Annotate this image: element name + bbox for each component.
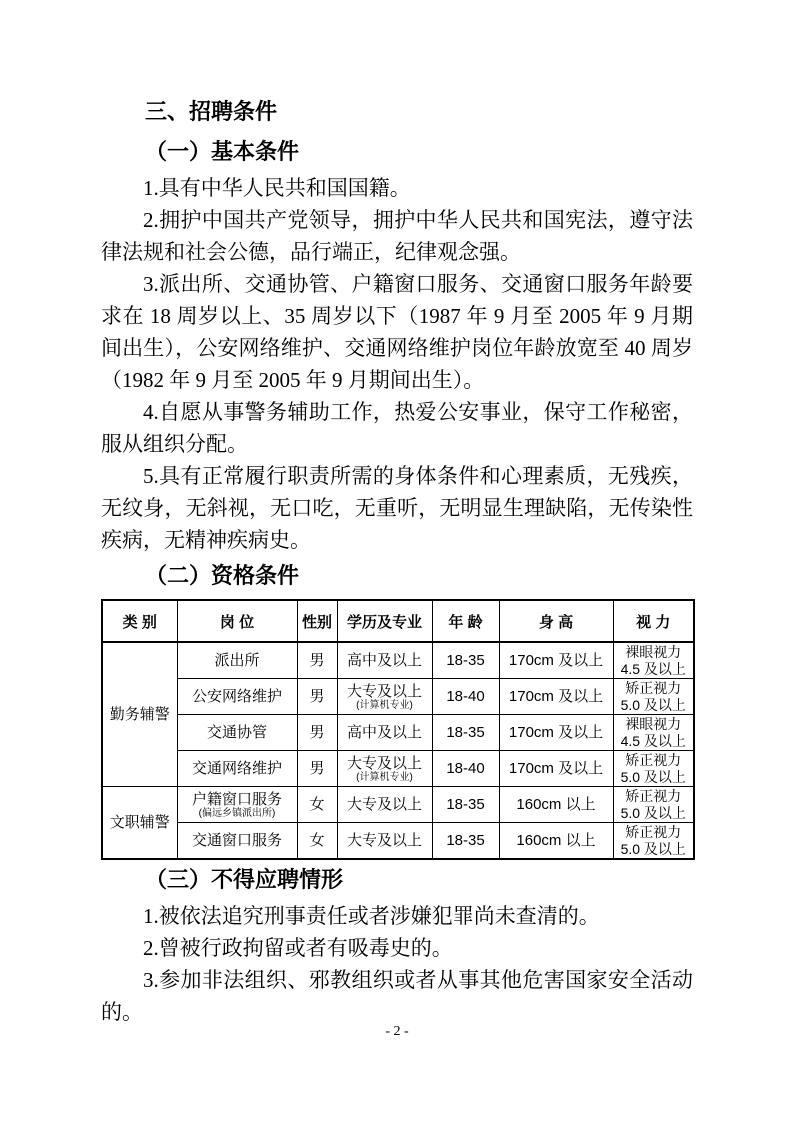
age-cell: 18-40 — [432, 679, 499, 715]
education-label: 高中及以上 — [346, 724, 422, 741]
section-title: 三、招聘条件 — [145, 99, 278, 124]
vision-line: 矫正视力 — [625, 823, 682, 840]
basic-condition-item-5: 5.具有正常履行职责所需的身体条件和心理素质，无残疾，无纹身，无斜视，无口吃，无重听，无明显生理缺陷，无传染性疾病，无精神疾病史。 — [101, 464, 693, 552]
age-cell: 18-40 — [432, 751, 499, 787]
category-cell: 文职辅警 — [102, 787, 177, 860]
table-header-cell: 年 龄 — [432, 600, 499, 642]
category-cell: 勤务辅警 — [102, 642, 177, 787]
subsection-basic-conditions-title: （一）基本条件 — [145, 139, 300, 164]
post-label: 派出所 — [214, 652, 260, 669]
height-cell: 170cm 及以上 — [499, 751, 613, 787]
table-row — [102, 787, 694, 823]
vision-line: 5.0 及以上 — [620, 840, 686, 857]
post-note: (偏远乡镇派出所) — [198, 807, 276, 819]
qualification-table-body — [102, 642, 694, 859]
table-header-cell: 性别 — [297, 600, 337, 642]
table-row — [102, 751, 694, 787]
vision-line: 5.0 及以上 — [620, 696, 686, 713]
age-cell: 18-35 — [432, 787, 499, 823]
table-header-cell: 学历及专业 — [337, 600, 432, 642]
height-cell: 160cm 以上 — [499, 787, 613, 823]
age-cell: 18-35 — [432, 642, 499, 679]
post-cell — [177, 642, 297, 679]
education-label: 大专及以上 — [346, 832, 422, 849]
vision-line: 5.0 及以上 — [620, 768, 686, 785]
vision-line: 裸眼视力 — [625, 715, 682, 732]
table-row — [102, 715, 694, 751]
gender-cell: 男 — [297, 715, 337, 751]
post-label: 交通窗口服务 — [191, 832, 282, 849]
education-cell — [337, 751, 432, 787]
education-cell — [337, 787, 432, 823]
vision-line: 矫正视力 — [625, 679, 682, 696]
vision-cell — [613, 642, 694, 679]
basic-condition-item-4: 4.自愿从事警务辅助工作，热爱公安事业，保守工作秘密，服从组织分配。 — [101, 400, 693, 456]
post-cell — [177, 751, 297, 787]
post-cell — [177, 679, 297, 715]
vision-line: 矫正视力 — [625, 787, 682, 804]
education-cell — [337, 715, 432, 751]
page-number: - 2 - — [385, 1024, 409, 1039]
qualification-table-header — [102, 600, 694, 642]
qualification-table — [101, 599, 695, 860]
post-label: 户籍窗口服务 — [191, 790, 282, 808]
disqualify-item-3: 3.参加非法组织、邪教组织或者从事其他危害国家安全活动的。 — [101, 968, 693, 1024]
post-label: 交通协管 — [206, 724, 267, 741]
vision-line: 4.5 及以上 — [620, 732, 686, 749]
table-header-cell: 岗 位 — [177, 600, 297, 642]
disqualify-item-2: 2.曾被行政拘留或者有吸毒史的。 — [143, 936, 453, 960]
basic-condition-item-1: 1.具有中华人民共和国国籍。 — [143, 176, 411, 200]
vision-cell — [613, 715, 694, 751]
table-row — [102, 642, 694, 679]
gender-cell: 男 — [297, 679, 337, 715]
post-cell — [177, 715, 297, 751]
post-label: 交通网络维护 — [191, 760, 282, 777]
education-note: (计算机专业) — [356, 699, 413, 711]
education-label: 大专及以上 — [346, 754, 422, 772]
education-cell — [337, 642, 432, 679]
age-cell: 18-35 — [432, 823, 499, 860]
table-header-cell: 身 高 — [499, 600, 613, 642]
height-cell: 170cm 及以上 — [499, 679, 613, 715]
post-label: 公安网络维护 — [191, 688, 282, 705]
height-cell: 170cm 及以上 — [499, 642, 613, 679]
post-cell — [177, 787, 297, 823]
basic-condition-item-2: 2.拥护中国共产党领导，拥护中华人民共和国宪法，遵守法律法规和社会公德，品行端正，纪律观念强。 — [101, 208, 693, 264]
vision-cell — [613, 823, 694, 860]
post-cell — [177, 823, 297, 860]
education-cell — [337, 679, 432, 715]
table-row — [102, 823, 694, 860]
education-note: (计算机专业) — [356, 771, 413, 783]
education-label: 大专及以上 — [346, 796, 422, 813]
height-cell: 160cm 以上 — [499, 823, 613, 860]
vision-cell — [613, 679, 694, 715]
document-content — [101, 92, 693, 1028]
subsection-qualification-title: （二）资格条件 — [145, 563, 300, 588]
gender-cell: 女 — [297, 787, 337, 823]
height-cell: 170cm 及以上 — [499, 715, 613, 751]
gender-cell: 女 — [297, 823, 337, 860]
vision-cell — [613, 751, 694, 787]
vision-line: 4.5 及以上 — [620, 660, 686, 677]
vision-line: 裸眼视力 — [625, 643, 682, 660]
basic-condition-item-3: 3.派出所、交通协管、户籍窗口服务、交通窗口服务年龄要求在 18 周岁以上、35 周岁以下（1987 年 9 月至 2005 年 9 月期间出生），公安网络维护、交通网络维护岗位年龄放宽至 40 周岁（1982 年 9 月至 2005 年 9 月期间出生）。 — [101, 272, 693, 392]
subsection-disqualification-title: （三）不得应聘情形 — [145, 867, 344, 892]
vision-cell — [613, 787, 694, 823]
vision-line: 5.0 及以上 — [620, 804, 686, 821]
table-header-cell: 类 别 — [102, 600, 177, 642]
disqualify-item-1: 1.被依法追究刑事责任或者涉嫌犯罪尚未查清的。 — [143, 904, 600, 928]
vision-line: 矫正视力 — [625, 751, 682, 768]
table-header-cell: 视 力 — [613, 600, 694, 642]
age-cell: 18-35 — [432, 715, 499, 751]
education-label: 高中及以上 — [346, 652, 422, 669]
education-cell — [337, 823, 432, 860]
education-label: 大专及以上 — [346, 682, 422, 700]
gender-cell: 男 — [297, 751, 337, 787]
table-row — [102, 679, 694, 715]
gender-cell: 男 — [297, 642, 337, 679]
